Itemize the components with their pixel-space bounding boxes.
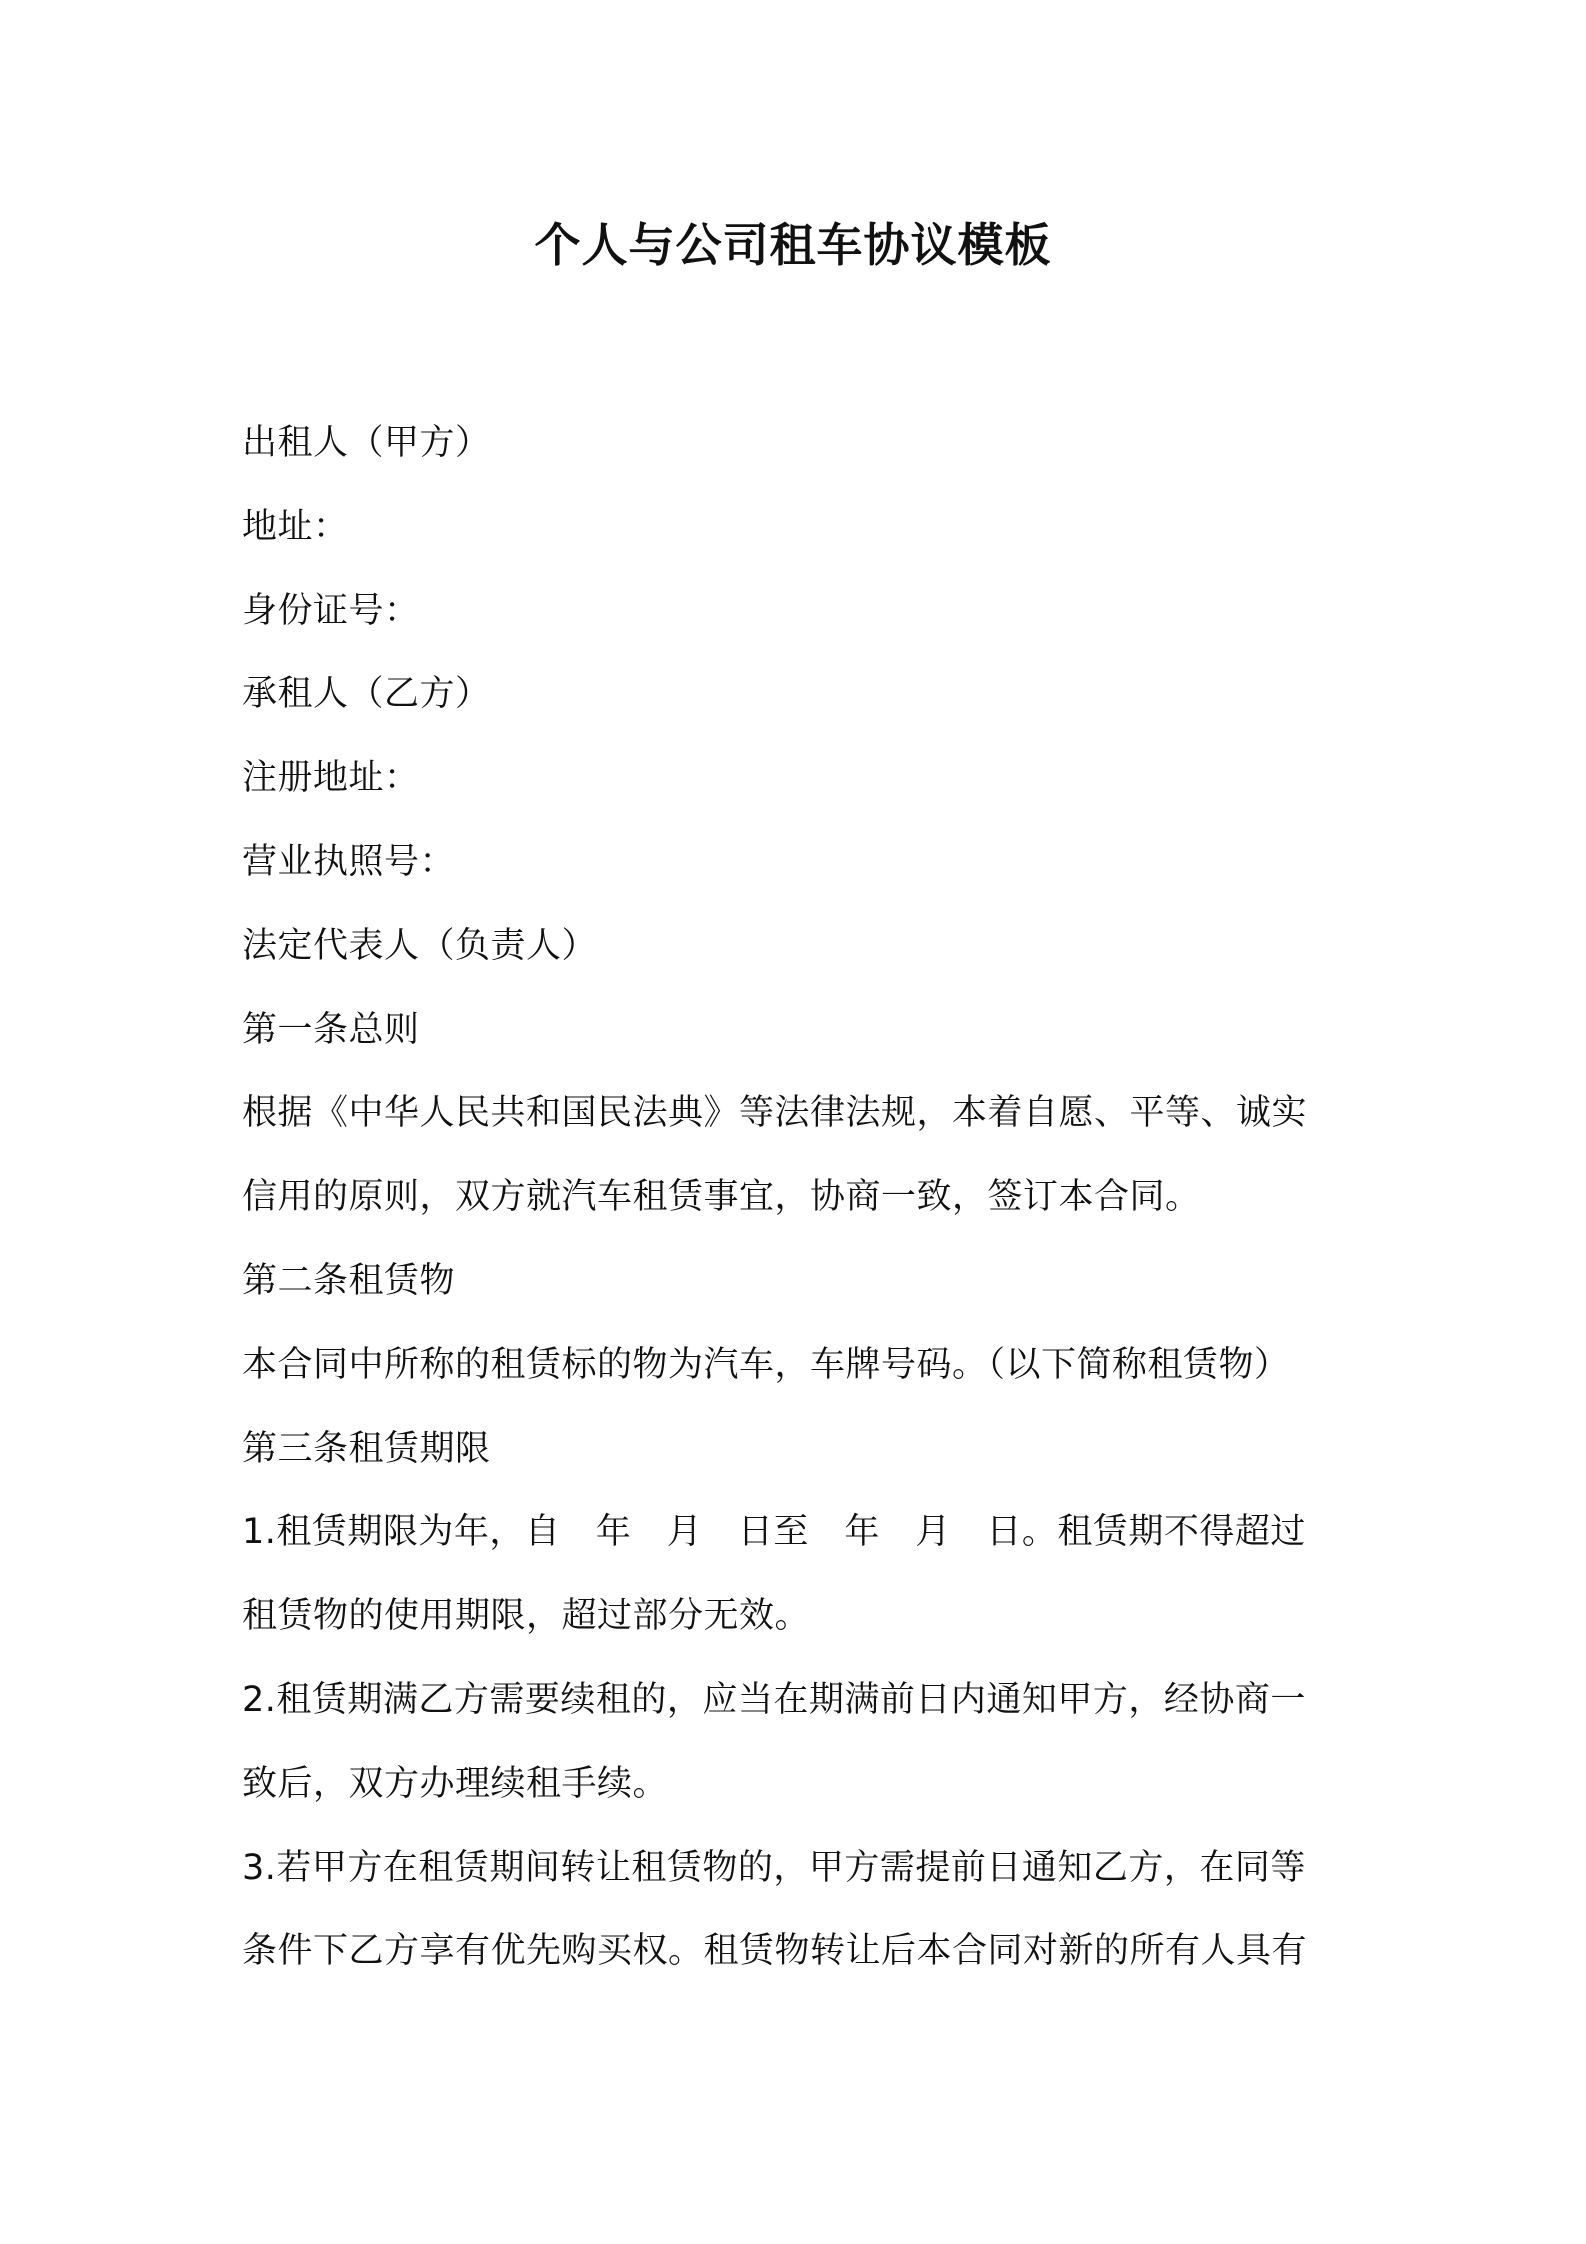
article-3-heading: 第三条租赁期限	[242, 1428, 491, 1469]
article-3-clause-3-line: 3.若甲方在租赁期间转让租赁物的，甲方需提前日通知乙方，在同等	[242, 1847, 1306, 1888]
party-a-heading: 出租人（甲方）	[242, 423, 491, 463]
article-3-clause-3-line: 条件下乙方享有优先购买权。租赁物转让后本合同对新的所有人具有	[242, 1931, 1308, 1972]
party-b-heading: 承租人（乙方）	[242, 674, 491, 715]
article-3-clause-1-line: 租赁物的使用期限，超过部分无效。	[242, 1596, 811, 1637]
article-3-clause-2-line: 2.租赁期满乙方需要续租的，应当在期满前日内通知甲方，经协商一	[242, 1679, 1306, 1720]
party-a-address-field: 地址：	[242, 506, 349, 547]
document-body	[242, 402, 1362, 1994]
article-2-heading: 第二条租赁物	[242, 1260, 456, 1301]
party-b-license-number-field: 营业执照号：	[242, 841, 456, 882]
article-1-heading: 第一条总则	[242, 1009, 420, 1050]
article-3-clause-2-line: 致后，双方办理续租手续。	[242, 1763, 669, 1804]
article-1-paragraph-line: 信用的原则，双方就汽车租赁事宜，协商一致，签订本合同。	[242, 1177, 1201, 1218]
party-b-registered-address-field: 注册地址：	[242, 758, 420, 799]
legal-representative-field: 法定代表人（负责人）	[242, 925, 598, 966]
article-3-clause-1-line: 1.租赁期限为年，自 年 月 日至 年 月 日。租赁期不得超过	[242, 1512, 1306, 1553]
party-a-id-number-field: 身份证号：	[242, 590, 420, 631]
document-title: 个人与公司租车协议模板	[534, 218, 1052, 272]
article-1-paragraph-line: 根据《中华人民共和国民法典》等法律法规，本着自愿、平等、诚实	[242, 1093, 1308, 1134]
article-2-paragraph-line: 本合同中所称的租赁标的物为汽车，车牌号码。（以下简称租赁物）	[242, 1344, 1290, 1385]
